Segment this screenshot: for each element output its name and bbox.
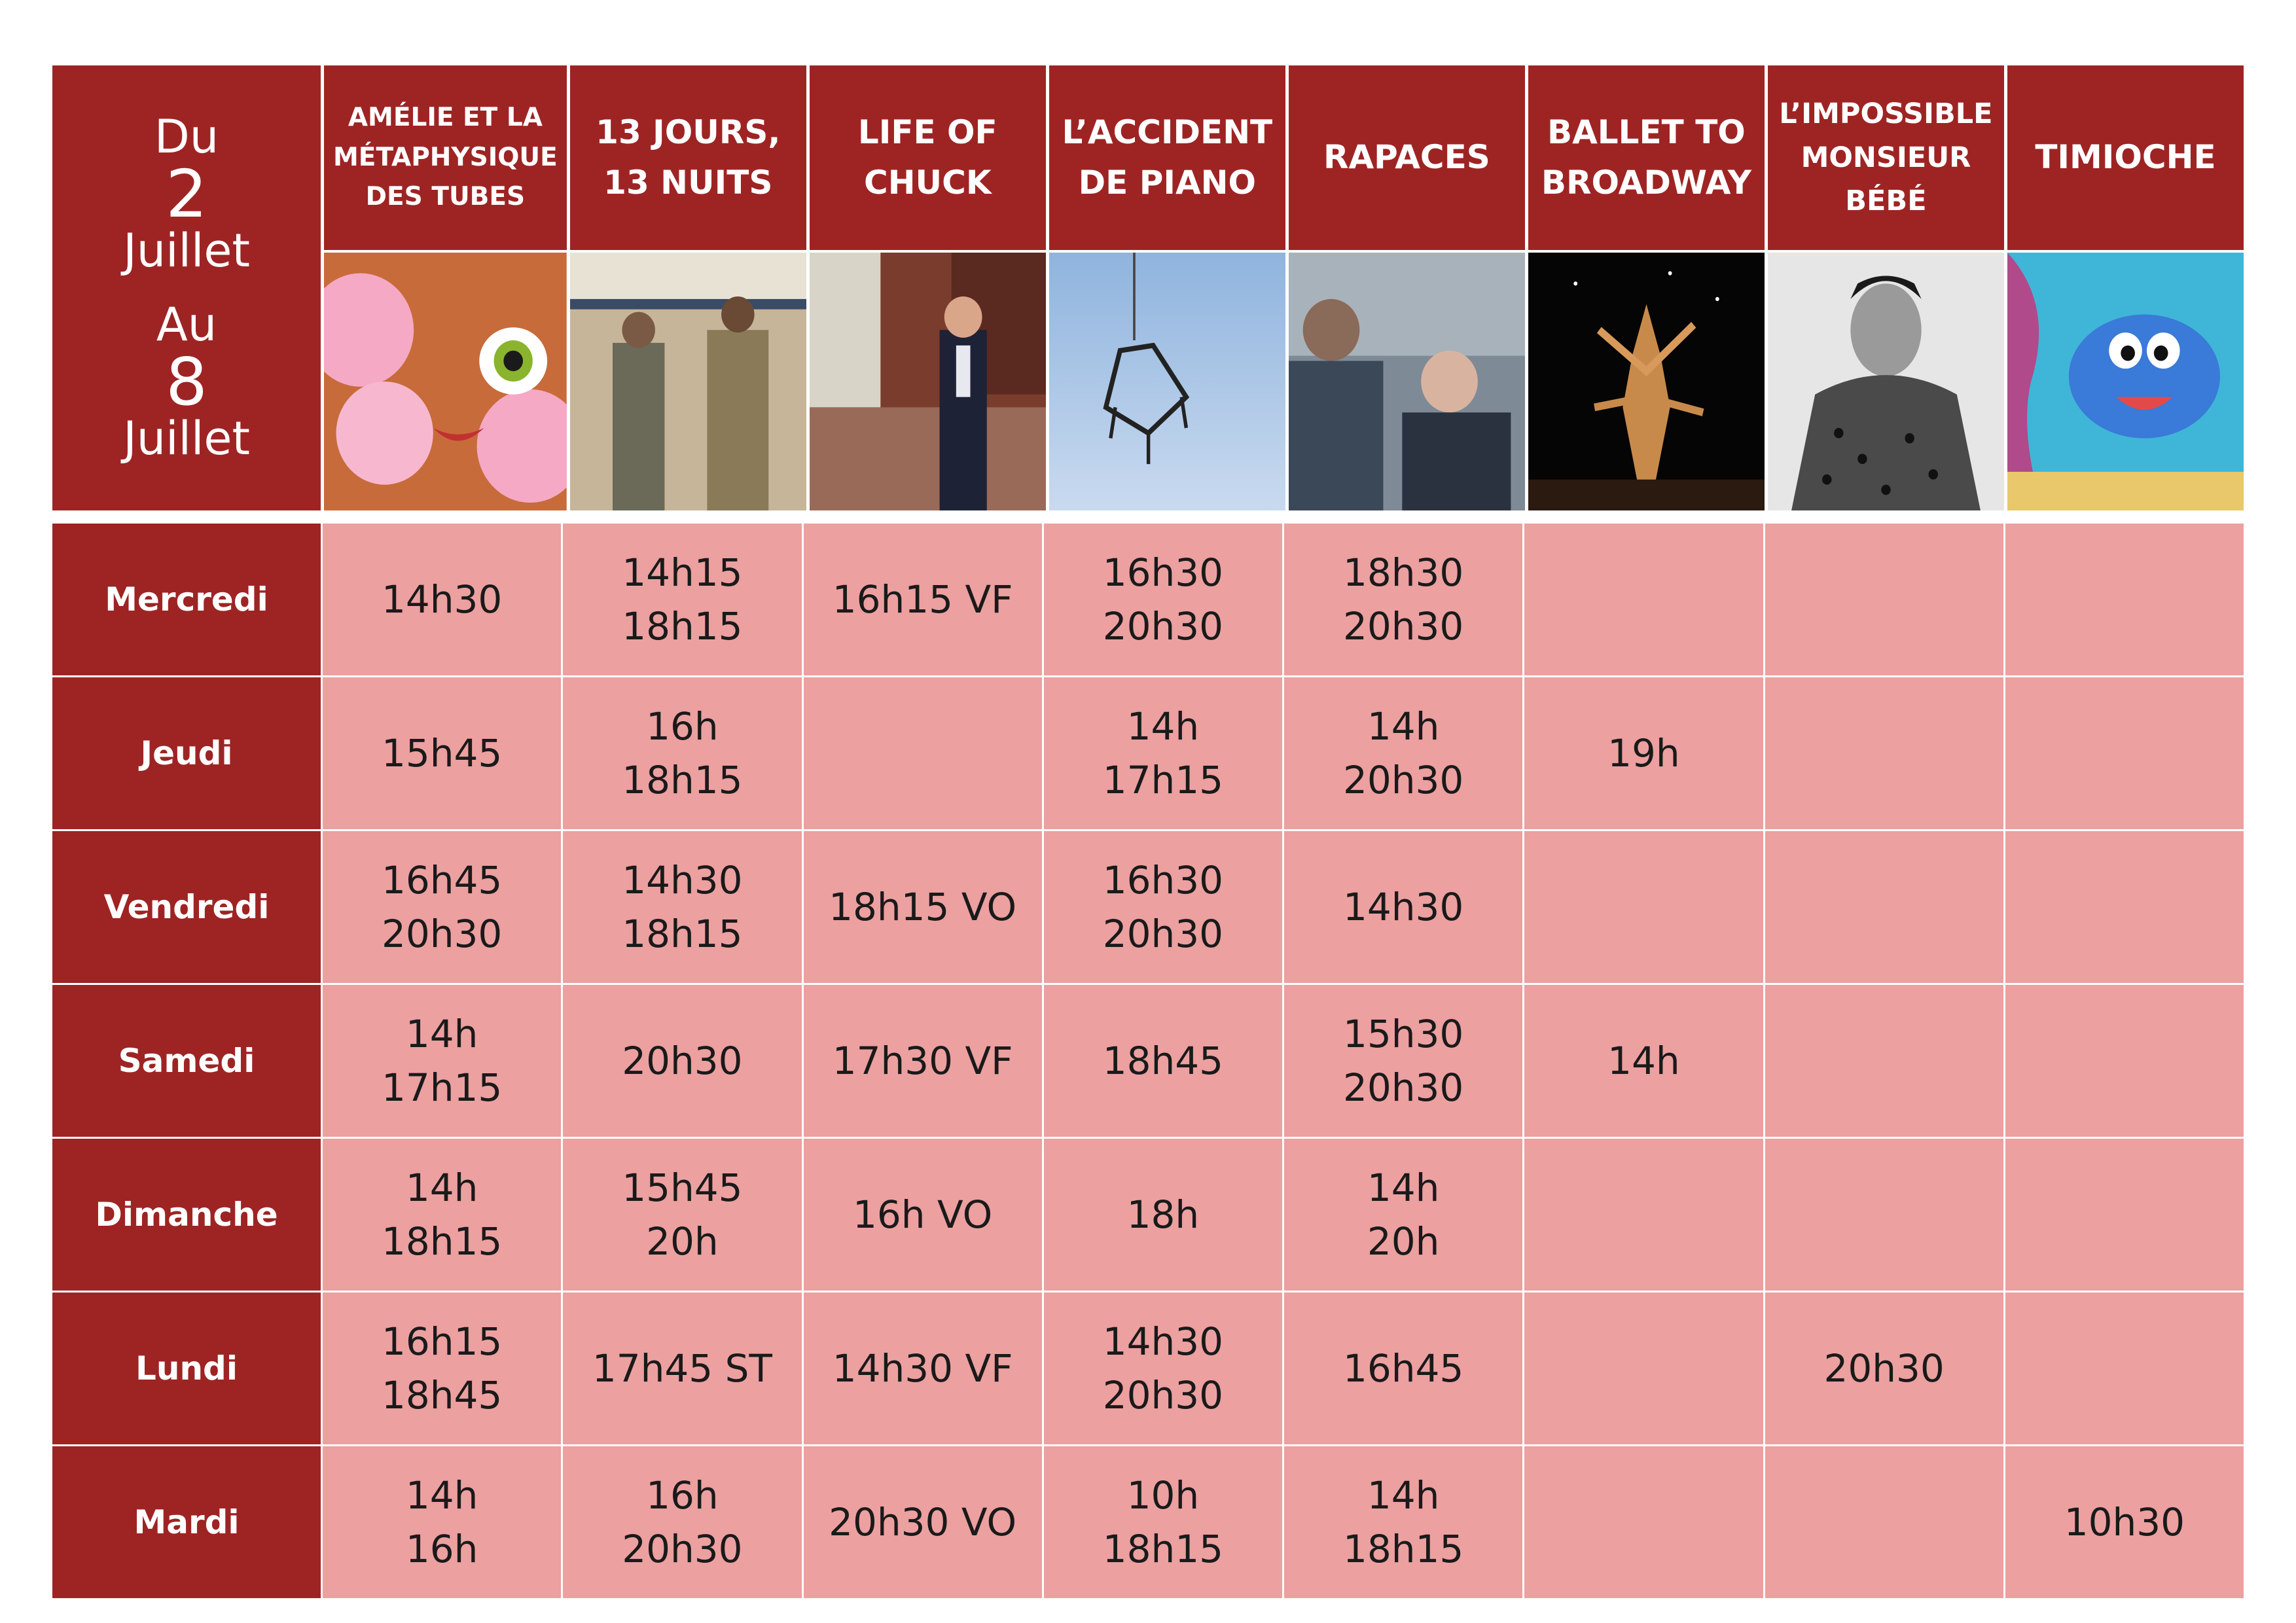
film-title: RAPACES bbox=[1289, 65, 1525, 250]
showtime-cell: 20h30 VO bbox=[804, 1446, 1042, 1598]
showtime-cell bbox=[2005, 985, 2244, 1137]
showtime-cell bbox=[2005, 524, 2244, 675]
showtime-cell: 14h30 bbox=[323, 524, 561, 675]
film-column bbox=[570, 65, 806, 510]
showtime-cell: 14h 16h bbox=[323, 1446, 561, 1598]
showtime-cell: 20h30 bbox=[1765, 1293, 2003, 1444]
showtime-cell: 17h30 VF bbox=[804, 985, 1042, 1137]
schedule-page bbox=[52, 65, 2244, 1598]
day-label: Samedi bbox=[52, 985, 321, 1137]
showtime-cell bbox=[1765, 524, 2003, 675]
showtime-cell: 16h45 20h30 bbox=[323, 831, 561, 983]
film-column bbox=[1049, 65, 1285, 510]
showtime-cell: 18h30 20h30 bbox=[1284, 524, 1522, 675]
film-title: L’IMPOSSIBLE MONSIEUR BÉBÉ bbox=[1768, 65, 2004, 250]
film-title: TIMIOCHE bbox=[2007, 65, 2244, 250]
showtime-cell: 18h bbox=[1044, 1139, 1282, 1291]
showtime-cell: 20h30 bbox=[563, 985, 801, 1137]
showtime-cell: 18h45 bbox=[1044, 985, 1282, 1137]
showtime-cell: 16h 18h15 bbox=[563, 677, 801, 829]
showtime-cell: 14h 18h15 bbox=[323, 1139, 561, 1291]
showtime-cell: 14h30 VF bbox=[804, 1293, 1042, 1444]
day-label: Dimanche bbox=[52, 1139, 321, 1291]
showtime-cell: 14h 20h30 bbox=[1284, 677, 1522, 829]
showtime-cell: 14h 18h15 bbox=[1284, 1446, 1522, 1598]
showtime-cell: 15h30 20h30 bbox=[1284, 985, 1522, 1137]
showtime-cell bbox=[1524, 1139, 1763, 1291]
showtime-cell bbox=[1765, 677, 2003, 829]
showtime-cell bbox=[1524, 831, 1763, 983]
showtime-cell: 14h 17h15 bbox=[1044, 677, 1282, 829]
film-title: BALLET TO BROADWAY bbox=[1528, 65, 1765, 250]
showtime-cell: 15h45 bbox=[323, 677, 561, 829]
header-row bbox=[52, 65, 2244, 510]
showtime-cell: 16h VO bbox=[804, 1139, 1042, 1291]
showtime-cell: 14h30 20h30 bbox=[1044, 1293, 1282, 1444]
life-of-chuck-poster bbox=[810, 253, 1046, 510]
showtime-cell: 16h 20h30 bbox=[563, 1446, 801, 1598]
showtime-cell: 14h bbox=[1524, 985, 1763, 1137]
showtime-cell bbox=[804, 677, 1042, 829]
film-title: AMÉLIE ET LA MÉTAPHYSIQUE DES TUBES bbox=[324, 65, 567, 250]
day-label: Lundi bbox=[52, 1293, 321, 1444]
start-day: 2 bbox=[166, 155, 207, 232]
au-label: Au bbox=[156, 298, 217, 351]
showtime-cell: 14h30 18h15 bbox=[563, 831, 801, 983]
showtime-cell bbox=[2005, 1293, 2244, 1444]
film-title: LIFE OF CHUCK bbox=[810, 65, 1046, 250]
showtime-cell: 18h15 VO bbox=[804, 831, 1042, 983]
film-column bbox=[324, 65, 567, 510]
day-label: Jeudi bbox=[52, 677, 321, 829]
showtime-cell: 16h15 18h45 bbox=[323, 1293, 561, 1444]
showtime-cell bbox=[2005, 677, 2244, 829]
accident-de-piano-poster bbox=[1049, 253, 1285, 510]
start-month: Juillet bbox=[123, 223, 250, 277]
rapaces-poster bbox=[1289, 253, 1525, 510]
showtime-cell bbox=[1524, 1293, 1763, 1444]
amelie-poster bbox=[324, 253, 567, 510]
showtime-cell: 19h bbox=[1524, 677, 1763, 829]
film-column bbox=[1528, 65, 1765, 510]
film-column bbox=[1768, 65, 2004, 510]
showtime-cell: 14h30 bbox=[1284, 831, 1522, 983]
film-column bbox=[810, 65, 1046, 510]
showtime-cell: 15h45 20h bbox=[563, 1139, 801, 1291]
13-jours-poster bbox=[570, 253, 806, 510]
showtime-cell bbox=[1765, 831, 2003, 983]
ballet-to-broadway-poster bbox=[1528, 253, 1765, 510]
showtime-cell: 10h 18h15 bbox=[1044, 1446, 1282, 1598]
showtime-cell: 14h 17h15 bbox=[323, 985, 561, 1137]
showtime-cell: 14h15 18h15 bbox=[563, 524, 801, 675]
showtime-cell: 16h45 bbox=[1284, 1293, 1522, 1444]
showtime-cell bbox=[2005, 1139, 2244, 1291]
end-month: Juillet bbox=[123, 411, 250, 465]
showtime-cell: 17h45 ST bbox=[563, 1293, 801, 1444]
showtime-cell: 10h30 bbox=[2005, 1446, 2244, 1598]
showtime-cell: 16h30 20h30 bbox=[1044, 524, 1282, 675]
showtime-cell: 14h 20h bbox=[1284, 1139, 1522, 1291]
showtime-cell: 16h15 VF bbox=[804, 524, 1042, 675]
schedule-grid bbox=[52, 524, 2244, 1598]
showtime-cell bbox=[1765, 1139, 2003, 1291]
showtime-cell bbox=[1524, 1446, 1763, 1598]
film-title: 13 JOURS, 13 NUITS bbox=[570, 65, 806, 250]
du-label: Du bbox=[154, 110, 219, 164]
showtime-cell: 16h30 20h30 bbox=[1044, 831, 1282, 983]
showtime-cell bbox=[1765, 1446, 2003, 1598]
impossible-monsieur-bebe-poster bbox=[1768, 253, 2004, 510]
day-label: Mercredi bbox=[52, 524, 321, 675]
day-label: Vendredi bbox=[52, 831, 321, 983]
film-title: L’ACCIDENT DE PIANO bbox=[1049, 65, 1285, 250]
showtime-cell bbox=[2005, 831, 2244, 983]
date-range bbox=[52, 65, 321, 510]
film-column bbox=[2007, 65, 2244, 510]
showtime-cell bbox=[1524, 524, 1763, 675]
timioche-poster bbox=[2007, 253, 2244, 510]
end-day: 8 bbox=[166, 343, 207, 420]
day-label: Mardi bbox=[52, 1446, 321, 1598]
showtime-cell bbox=[1765, 985, 2003, 1137]
film-column bbox=[1289, 65, 1525, 510]
